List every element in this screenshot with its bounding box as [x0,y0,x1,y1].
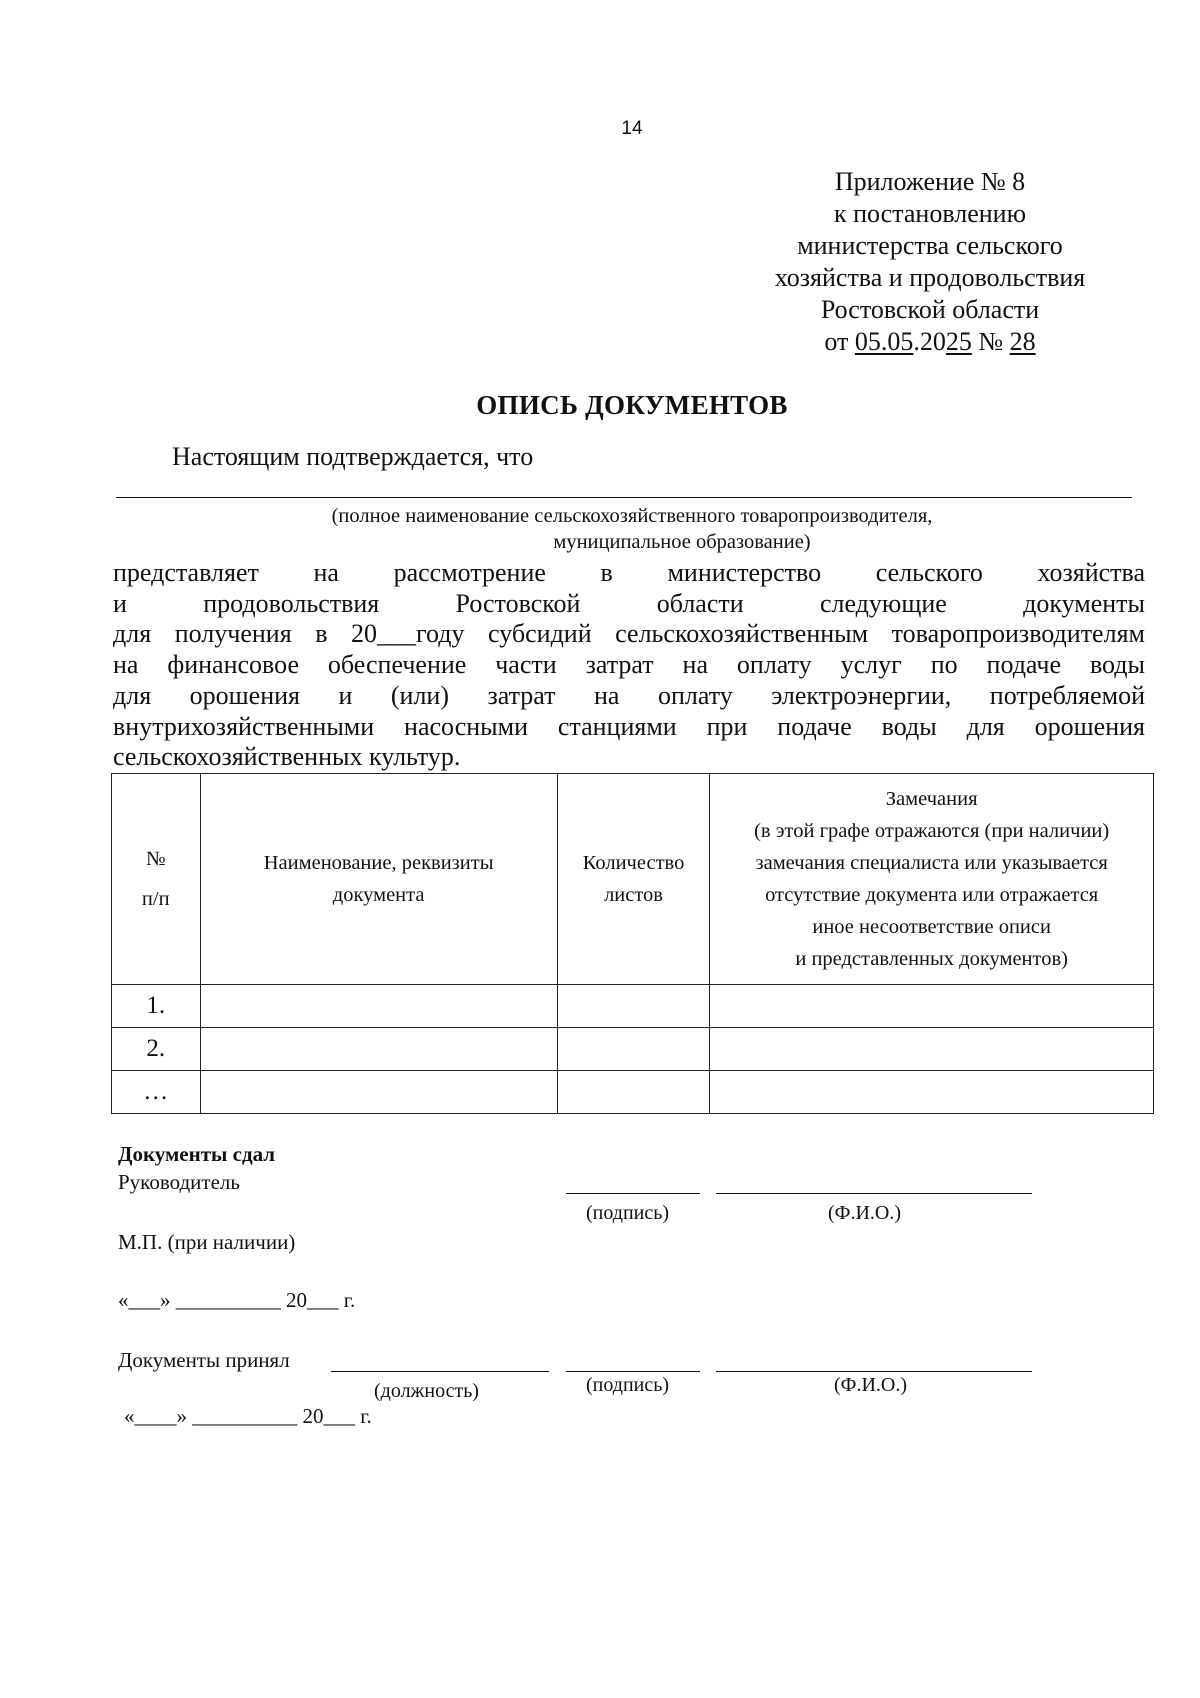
handed-signature-caption: (подпись) [586,1202,670,1224]
header-name-line-1: Наименование, реквизиты [263,852,494,874]
cell-sheet-count[interactable] [557,985,710,1028]
head-label: Руководитель [118,1170,240,1194]
received-date-line[interactable]: «____» __________ 20___ г. [124,1404,372,1428]
body-line-4: на финансовое обеспечение части затрат на оплату услуг по подаче воды [113,650,1145,680]
appendix-date-line [760,326,1100,358]
decree-date-part-2: .20 [913,327,946,356]
row-number: … [112,1071,201,1114]
header-document-name [200,774,557,985]
handed-date-line[interactable]: «___» __________ 20___ г. [118,1288,356,1312]
table-row [112,1028,1154,1071]
header-name-line-2: документа [332,884,425,906]
row-number: 1. [112,985,201,1028]
document-title: ОПИСЬ ДОКУМЕНТОВ [476,390,788,420]
cell-remarks[interactable] [710,1028,1154,1071]
cell-sheet-count[interactable] [557,1028,710,1071]
received-position-caption: (должность) [374,1380,479,1402]
producer-name-hint [0,503,1200,555]
appendix-header [760,166,1100,358]
header-remarks-line-4: отсутствие документа или отражается [765,884,1099,906]
documents-table [111,773,1154,1114]
received-fio-caption: (Ф.И.О.) [834,1374,908,1396]
cell-document-name[interactable] [200,985,557,1028]
decree-date-part-3: 25 [945,327,972,356]
hint-line-2: муниципальное образование) [553,531,811,553]
date-prefix: от [824,327,855,356]
header-number-line-1: № [145,848,166,870]
decree-number: 28 [1009,327,1036,356]
cell-remarks[interactable] [710,985,1154,1028]
table-row [112,1071,1154,1114]
header-number [112,774,201,985]
header-qty-line-2: листов [604,884,663,906]
appendix-line-5: Ростовской области [820,295,1040,324]
body-line-5: для орошения и (или) затрат на оплату электроэнергии, потребляемой [113,680,1145,710]
cell-document-name[interactable] [200,1028,557,1071]
header-number-line-2: п/п [141,888,170,910]
producer-name-fill-line[interactable] [116,497,1132,498]
table-header-row [112,774,1154,985]
row-number: 2. [112,1028,201,1071]
received-fio-line[interactable] [716,1371,1032,1372]
body-line-2: и продовольствия Ростовской области следующие документы [113,588,1145,618]
number-sign: № [971,327,1010,356]
handed-signature-line[interactable] [566,1193,700,1194]
handed-heading: Документы сдал [118,1142,276,1166]
table-row [112,985,1154,1028]
header-qty-line-1: Количество [582,852,685,874]
page-number: 14 [621,118,643,139]
appendix-line-3: министерства сельского [797,231,1063,260]
received-position-line[interactable] [331,1371,549,1372]
body-line-3: для получения в 20___году субсидий сельскохозяйственным товаропроизводителям [113,619,1145,649]
appendix-line-1: Приложение № 8 [834,167,1026,196]
appendix-line-2: к постановлению [833,199,1027,228]
cell-remarks[interactable] [710,1071,1154,1114]
body-line-6: внутрихозяйственными насосными станциями при подаче воды для орошения [113,711,1145,741]
intro-text: Настоящим подтверждается, что [172,442,534,471]
header-remarks-line-6: и представленных документов) [795,948,1068,970]
decree-date-part-1: 05.05 [854,327,914,356]
appendix-line-4: хозяйства и продовольствия [774,263,1086,292]
body-line-1: представляет на рассмотрение в министерство сельского хозяйства [113,558,1145,587]
header-remarks-line-3: замечания специалиста или указывается [755,852,1108,874]
header-sheet-count [557,774,710,985]
header-remarks-line-5: иное несоответствие описи [812,916,1051,938]
hint-line-1: (полное наименование сельскохозяйственного товаропроизводителя, [331,505,933,527]
cell-document-name[interactable] [200,1071,557,1114]
handed-fio-caption: (Ф.И.О.) [828,1202,902,1224]
received-signature-caption: (подпись) [586,1374,670,1396]
received-signature-line[interactable] [566,1371,700,1372]
header-remarks [710,774,1154,985]
stamp-note: М.П. (при наличии) [118,1230,296,1254]
cell-sheet-count[interactable] [557,1071,710,1114]
body-paragraph [113,558,1145,773]
received-label: Документы принял [118,1348,290,1372]
handed-fio-line[interactable] [716,1193,1032,1194]
header-remarks-line-1: Замечания [885,788,978,810]
body-line-7: сельскохозяйственных культур. [113,742,461,772]
header-remarks-line-2: (в этой графе отражаются (при наличии) [754,820,1110,842]
